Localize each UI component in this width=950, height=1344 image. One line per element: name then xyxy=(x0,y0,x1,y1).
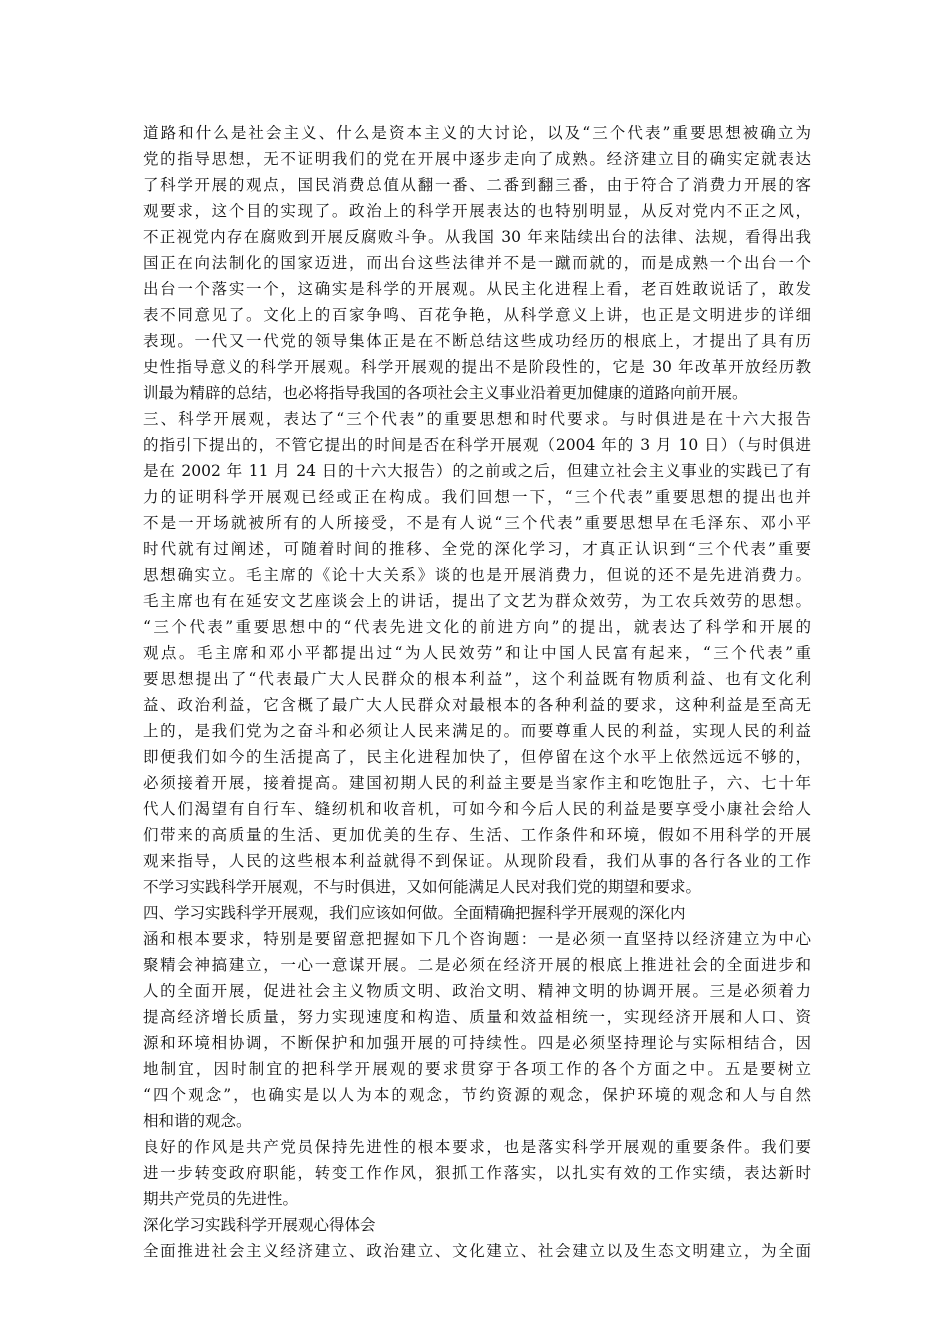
text-line: 要思想提出了“代表最广大人民群众的根本利益”，这个利益既有物质利益、也有文化利 xyxy=(143,670,811,688)
text-line: 相和谐的观念。 xyxy=(143,1112,252,1130)
text-line: 国正在向法制化的国家迈进，而出台这些法律并不是一蹴而就的，而是成熟一个出台一个 xyxy=(143,254,811,272)
text-line: 道路和什么是社会主义、什么是资本主义的大讨论，以及“三个代表”重要思想被确立为 xyxy=(143,124,811,142)
text-line: 的指引下提出的，不管它提出的时间是否在科学开展观（2004 年的 3 月 10 日）（与时俱进 xyxy=(143,436,811,454)
text-line: 全面推进社会主义经济建立、政治建立、文化建立、社会建立以及生态文明建立，为全面 xyxy=(143,1242,811,1260)
text-line: 训最为精辟的总结，也必将指导我国的各项社会主义事业沿着更加健康的道路向前开展。 xyxy=(143,384,748,402)
text-line: 四、学习实践科学开展观，我们应该如何做。全面精确把握科学开展观的深化内 xyxy=(143,904,686,922)
text-line: 即便我们如今的生活提高了，民主化进程加快了，但停留在这个水平上依然远远不够的， xyxy=(143,748,811,766)
text-line: 聚精会神搞建立，一心一意谋开展。二是必须在经济开展的根底上推进社会的全面进步和 xyxy=(143,956,811,974)
text-line: 不学习实践科学开展观，不与时俱进，又如何能满足人民对我们党的期望和要求。 xyxy=(143,878,702,896)
text-line: 上的，是我们党为之奋斗和必须让人民来满足的。而要尊重人民的利益，实现人民的利益 xyxy=(143,722,811,740)
text-line: 人的全面开展，促进社会主义物质文明、政治文明、精神文明的协调开展。三是必须着力 xyxy=(143,982,811,1000)
text-line: 史性指导意义的科学开展观。科学开展观的提出不是阶段性的，它是 30 年改革开放经历教 xyxy=(143,358,811,376)
text-line: 是在 2002 年 11 月 24 日的十六大报告）的之前或之后，但建立社会主义事业的实践已了有 xyxy=(143,462,811,480)
text-line: 党的指导思想，无不证明我们的党在开展中逐步走向了成熟。经济建立目的确实定就表达 xyxy=(143,150,811,168)
text-line: 力的证明科学开展观已经或正在构成。我们回想一下，“三个代表”重要思想的提出也并 xyxy=(143,488,811,506)
text-line: 观来指导，人民的这些根本利益就得不到保证。从现阶段看，我们从事的各行各业的工作 xyxy=(143,852,811,870)
text-line: 观要求，这个目的实现了。政治上的科学开展表达的也特别明显，从反对党内不正之风， xyxy=(143,202,811,220)
text-line: “四个观念”，也确实是以人为本的观念，节约资源的观念，保护环境的观念和人与自然 xyxy=(143,1086,811,1104)
text-line: 良好的作风是共产党员保持先进性的根本要求，也是落实科学开展观的重要条件。我们要 xyxy=(143,1138,811,1156)
text-line: 涵和根本要求，特别是要留意把握如下几个咨询题：一是必须一直坚持以经济建立为中心 xyxy=(143,930,811,948)
text-line: 不是一开场就被所有的人所接受，不是有人说“三个代表”重要思想早在毛泽东、邓小平 xyxy=(143,514,811,532)
text-line: 进一步转变政府职能，转变工作作风，狠抓工作落实，以扎实有效的工作实绩，表达新时 xyxy=(143,1164,811,1182)
text-line: 们带来的高质量的生活、更加优美的生存、生活、工作条件和环境，假如不用科学的开展 xyxy=(143,826,811,844)
text-line: 期共产党员的先进性。 xyxy=(143,1190,299,1208)
text-line: 毛主席也有在延安文艺座谈会上的讲话，提出了文艺为群众效劳，为工农兵效劳的思想。 xyxy=(143,592,811,610)
document-body xyxy=(143,120,811,1264)
text-line: 提高经济增长质量，努力实现速度和构造、质量和效益相统一，实现经济开展和人口、资 xyxy=(143,1008,811,1026)
text-line: 深化学习实践科学开展观心得体会 xyxy=(143,1216,376,1234)
text-line: 出台一个落实一个，这确实是科学的开展观。从民主化进程上看，老百姓敢说话了，敢发 xyxy=(143,280,811,298)
text-line: 源和环境相协调，不断保护和加强开展的可持续性。四是必须坚持理论与实际相结合，因 xyxy=(143,1034,811,1052)
text-line: 代人们渴望有自行车、缝纫机和收音机，可如今和今后人民的利益是要享受小康社会给人 xyxy=(143,800,811,818)
text-line: “三个代表”重要思想中的“代表先进文化的前进方向”的提出，就表达了科学和开展的 xyxy=(143,618,811,636)
text-line: 三、科学开展观，表达了“三个代表”的重要思想和时代要求。与时俱进是在十六大报告 xyxy=(143,410,811,428)
text-line: 必须接着开展，接着提高。建国初期人民的利益主要是当家作主和吃饱肚子，六、七十年 xyxy=(143,774,811,792)
text-line: 表现。一代又一代党的领导集体正是在不断总结这些成功经历的根底上，才提出了具有历 xyxy=(143,332,811,350)
text-line: 不正视党内存在腐败到开展反腐败斗争。从我国 30 年来陆续出台的法律、法规，看得出我 xyxy=(143,228,811,246)
text-line: 益、政治利益，它含概了最广大人民群众对最根本的各种利益的要求，这种利益是至高无 xyxy=(143,696,811,714)
text-line: 时代就有过阐述，可随着时间的推移、全党的深化学习，才真正认识到“三个代表”重要 xyxy=(143,540,811,558)
text-line: 观点。毛主席和邓小平都提出过“为人民效劳”和让中国人民富有起来，“三个代表”重 xyxy=(143,644,811,662)
text-line: 地制宜，因时制宜的把科学开展观的要求贯穿于各项工作的各个方面之中。五是要树立 xyxy=(143,1060,811,1078)
text-line: 思想确实立。毛主席的《论十大关系》谈的也是开展消费力，但说的还不是先进消费力。 xyxy=(143,566,811,584)
text-line: 了科学开展的观点，国民消费总值从翻一番、二番到翻三番，由于符合了消费力开展的客 xyxy=(143,176,811,194)
text-line: 表不同意见了。文化上的百家争鸣、百花争艳，从科学意义上讲，也正是文明进步的详细 xyxy=(143,306,811,324)
